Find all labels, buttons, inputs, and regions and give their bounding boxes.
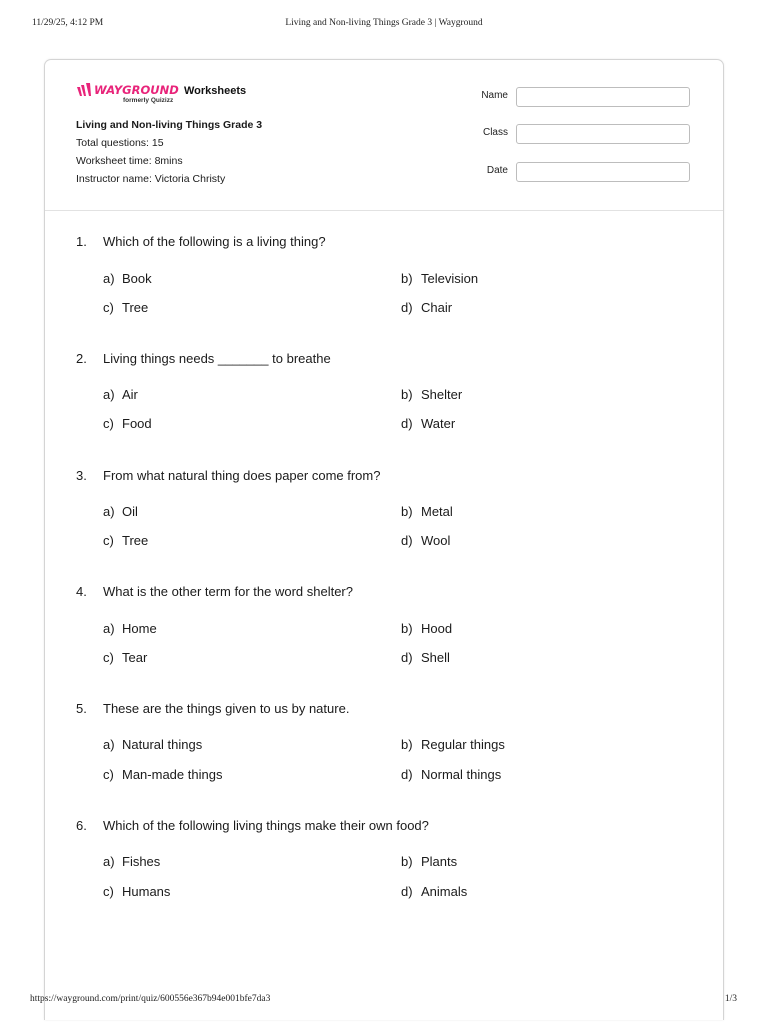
option-letter: c)	[103, 650, 114, 665]
option-letter: c)	[103, 416, 114, 431]
option-text: Book	[122, 271, 152, 286]
option-text: Tear	[122, 650, 148, 665]
print-footer	[0, 994, 768, 1006]
option-text: Man-made things	[122, 767, 223, 782]
option-text: Oil	[122, 504, 138, 519]
option-text: Air	[122, 387, 138, 402]
question-number: 2.	[76, 351, 87, 366]
option-letter: a)	[103, 854, 115, 869]
option-letter: b)	[401, 271, 413, 286]
option-letter: d)	[401, 650, 413, 665]
question-number: 3.	[76, 468, 87, 483]
question-number: 1.	[76, 234, 87, 249]
option-text: Metal	[421, 504, 453, 519]
worksheet-title: Living and Non-living Things Grade 3	[76, 119, 263, 131]
option-text: Chair	[421, 300, 453, 315]
date-field[interactable]	[516, 162, 690, 182]
option-letter: b)	[401, 854, 413, 869]
option-letter: b)	[401, 387, 413, 402]
print-page-number: 1/3	[724, 994, 737, 1004]
question-text: These are the things given to us by nature.	[103, 701, 350, 716]
option-text: Plants	[421, 854, 458, 869]
instructor-name: Instructor name: Victoria Christy	[76, 173, 226, 185]
option-letter: a)	[103, 387, 115, 402]
question-number: 5.	[76, 701, 87, 716]
option-letter: a)	[103, 504, 115, 519]
option-letter: b)	[401, 504, 413, 519]
option-text: Hood	[421, 621, 453, 636]
option-letter: c)	[103, 300, 114, 315]
date-label: Date	[486, 165, 508, 176]
option-text: Humans	[122, 884, 171, 899]
print-datetime: 11/29/25, 4:12 PM	[32, 18, 104, 28]
option-text: Natural things	[122, 737, 203, 752]
option-letter: b)	[401, 621, 413, 636]
question-text: What is the other term for the word shelter?	[103, 584, 353, 599]
option-letter: b)	[401, 737, 413, 752]
class-field[interactable]	[516, 124, 690, 144]
logo-wordmark: WAYGROUND	[94, 83, 179, 97]
option-letter: a)	[103, 737, 115, 752]
option-letter: c)	[103, 533, 114, 548]
worksheet	[44, 59, 724, 1020]
product-label: Worksheets	[184, 85, 247, 97]
option-letter: a)	[103, 621, 115, 636]
option-text: Shell	[421, 650, 450, 665]
worksheet-header	[45, 60, 723, 211]
option-text: Normal things	[421, 767, 502, 782]
question-text: Which of the following is a living thing?	[103, 234, 326, 249]
option-text: Food	[122, 416, 152, 431]
name-field[interactable]	[516, 87, 690, 107]
option-letter: d)	[401, 533, 413, 548]
logo-tagline: formerly Quizizz	[123, 97, 174, 104]
option-text: Tree	[122, 533, 149, 548]
question-number: 6.	[76, 818, 87, 833]
class-label: Class	[482, 127, 508, 138]
option-text: Regular things	[421, 737, 505, 752]
option-text: Fishes	[122, 854, 161, 869]
option-text: Television	[421, 271, 479, 286]
option-letter: d)	[401, 884, 413, 899]
option-text: Shelter	[421, 387, 463, 402]
option-text: Home	[122, 621, 157, 636]
option-text: Animals	[421, 884, 468, 899]
question-text: Living things needs _______ to breathe	[103, 351, 331, 366]
question-text: From what natural thing does paper come from?	[103, 468, 381, 483]
option-letter: d)	[401, 767, 413, 782]
name-label: Name	[481, 90, 508, 101]
option-letter: d)	[401, 300, 413, 315]
option-letter: c)	[103, 767, 114, 782]
total-questions: Total questions: 15	[76, 137, 164, 149]
option-letter: c)	[103, 884, 114, 899]
question-number: 4.	[76, 584, 87, 599]
print-header	[0, 18, 768, 30]
print-page-title: Living and Non-living Things Grade 3 | Wayground	[285, 18, 483, 28]
option-text: Tree	[122, 300, 149, 315]
option-letter: a)	[103, 271, 115, 286]
option-text: Wool	[421, 533, 451, 548]
option-text: Water	[421, 416, 456, 431]
worksheet-time: Worksheet time: 8mins	[76, 155, 183, 167]
question-text: Which of the following living things make their own food?	[103, 818, 429, 833]
option-letter: d)	[401, 416, 413, 431]
print-url: https://wayground.com/print/quiz/600556e367b94e001bfe7da3	[30, 994, 271, 1004]
